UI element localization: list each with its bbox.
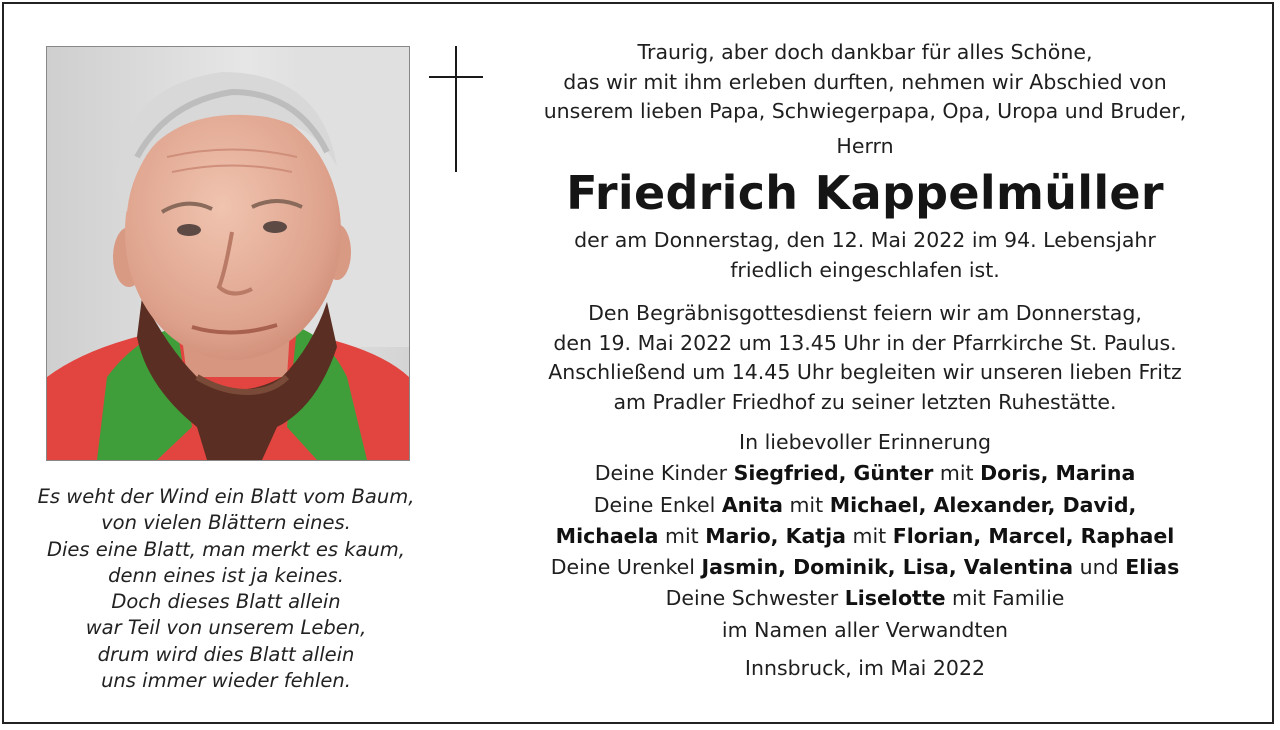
connector-text: mit	[782, 492, 830, 517]
poem-line: war Teil von unserem Leben,	[85, 616, 367, 640]
funeral-line: Den Begräbnisgottesdienst feiern wir am Donnerstag,	[588, 301, 1142, 325]
place-date: Innsbruck, im Mai 2022	[744, 656, 986, 681]
poem-line: denn eines ist ja keines.	[108, 563, 344, 587]
grandchild-partners: Michael, Alexander, David,	[829, 492, 1137, 517]
intro-line: das wir mit ihm erleben durften, nehmen wir Abschied von	[563, 69, 1167, 94]
mourners	[505, 427, 1225, 646]
great-grandchildren-names: Jasmin, Dominik, Lisa, Valentina	[701, 555, 1074, 580]
grandchildren-line	[505, 521, 1225, 552]
sister-line	[505, 583, 1225, 614]
poem	[20, 484, 432, 694]
children-label: Deine Kinder	[594, 461, 734, 486]
connector-text: mit	[845, 523, 893, 548]
funeral-line: am Pradler Friedhof zu seiner letzten Ruhestätte.	[613, 389, 1117, 414]
children-partners: Doris, Marina	[980, 461, 1136, 486]
grandchildren-label: Deine Enkel	[593, 492, 722, 517]
cross-icon	[428, 44, 484, 178]
grandchildren-line	[505, 490, 1225, 521]
relatives-line: im Namen aller Verwandten	[721, 617, 1009, 642]
connector-text: mit	[933, 461, 981, 486]
sister-name: Liselotte	[844, 586, 946, 611]
grandchild-partners: Mario, Katja	[705, 523, 846, 548]
poem-line: uns immer wieder fehlen.	[101, 669, 351, 693]
notice-text	[505, 38, 1225, 684]
poem-line: von vielen Blättern eines.	[101, 511, 351, 535]
great-grandchild-name: Elias	[1125, 555, 1180, 580]
intro-line: Traurig, aber doch dankbar für alles Schöne,	[637, 40, 1093, 64]
portrait-photo	[46, 46, 410, 461]
salutation: Herrn	[836, 133, 894, 158]
funeral-line: den 19. Mai 2022 um 13.45 Uhr in der Pfarrkirche St. Paulus.	[553, 330, 1177, 355]
remembrance: In liebevoller Erinnerung	[739, 430, 991, 454]
great-grandchildren-label: Deine Urenkel	[550, 555, 702, 580]
great-grandchild-names: Florian, Marcel, Raphael	[892, 523, 1175, 548]
sister-suffix: mit Familie	[945, 586, 1065, 611]
connector-text: und	[1073, 555, 1126, 580]
connector-text: mit	[658, 523, 706, 548]
sister-label: Deine Schwester	[665, 586, 845, 611]
children-line	[505, 458, 1225, 489]
great-grandchildren-line	[505, 552, 1225, 583]
intro-line: unserem lieben Papa, Schwiegerpapa, Opa, Uropa und Bruder,	[543, 99, 1187, 123]
death-line: friedlich eingeschlafen ist.	[730, 257, 1000, 282]
poem-line: Es weht der Wind ein Blatt vom Baum,	[37, 485, 415, 508]
funeral-line: Anschließend um 14.45 Uhr begleiten wir unseren lieben Fritz	[548, 360, 1182, 384]
grandchild-name: Anita	[721, 492, 783, 517]
death-line: der am Donnerstag, den 12. Mai 2022 im 94. Lebensjahr	[574, 228, 1156, 252]
poem-line: Dies eine Blatt, man merkt es kaum,	[47, 537, 405, 561]
children-names: Siegfried, Günter	[733, 461, 934, 486]
poem-line: drum wird dies Blatt allein	[97, 642, 355, 666]
deceased-name: Friedrich Kappelmüller	[566, 166, 1164, 220]
grandchild-name: Michaela	[555, 523, 659, 548]
poem-line: Doch dieses Blatt allein	[111, 590, 341, 614]
